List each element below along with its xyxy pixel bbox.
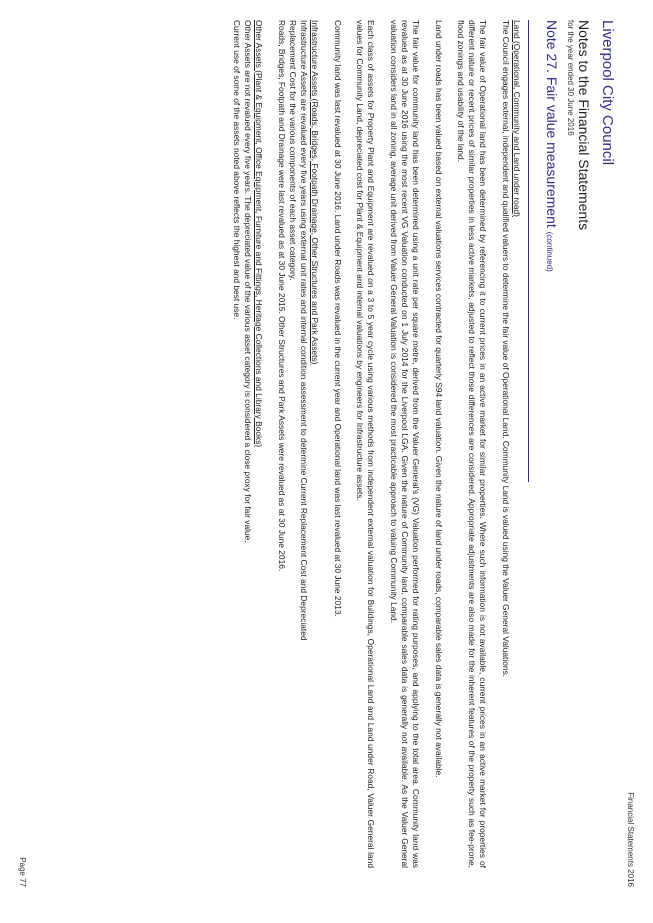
note-body [219,20,522,868]
header-divider [528,20,529,482]
land-heading: Land (Operational, Community and Land under road) [512,20,522,217]
paragraph-other-assets [230,20,264,868]
section-title: Notes to the Financial Statements [576,20,592,231]
organisation-name: Liverpool City Council [599,20,616,166]
paragraph-land-under-roads: Land under roads has been valued based on external valuations services contracted for quarterly S94 land valuation. Given the nature of land under roads, comparable sales data is generally not available. [433,20,444,778]
infrastructure-line-1: Infrastructure Assets are revalued every five years using external unit rates and internal condition assessment to determine Current Replacement Cost and Depreciated [299,20,310,641]
infrastructure-line-3: Roads, Bridges, Footpath and Drainage were last revalued as at 30 June 2015. Other Structures and Park Assets were revalued as at 30 June 2016. [276,20,287,572]
paragraph-community-land: The fair value for community land has been determined using a unit rate per square metre, derived from the Valuer General's (VG) Valuation performed for rating purposes, and applying to the total area. Community land was revalued as at 30 June 2016 using the most recent VG Valuation conducted on 1 July 2014 for the Liverpool LGA. Given the nature of Community land, comparable sales data is generally not available. As the Valuer General valuation considers land in all zoning, average unit derived from Valuer General Valuation is considered the most practicable approach to valuing Community Land. [388,20,422,868]
document-label: Financial Statements 2016 [626,792,635,887]
note-title-text: Note 27. Fair value measurement [544,20,560,228]
infrastructure-line-2: Replacement Cost for the various components of each asset category. [287,20,298,281]
other-assets-heading: Other Assets (Plant & Equipment, Office Equipment, Furniture and Fittings, Heritage Collections and Library Books) [254,20,265,448]
paragraph-land-valuation [499,20,522,868]
paragraph-infrastructure-assets [275,20,320,868]
paragraph-last-revalued: Community land was last revalued at 30 June 2016. Land under Roads was revalued in the current year and Operational land was last revalued at 30 June 2013. [332,20,343,617]
section-subtitle: for the year ended 30 June 2016 [566,20,575,136]
other-assets-line-1: Other Assets are not revalued every five years. The depreciated value of the various asset category is considered a close proxy for fair value. [242,20,253,543]
other-assets-line-2: Current use of some of the assets noted above reflects the highest and best use. [231,20,242,320]
page-number: Page 77 [18,857,27,887]
paragraph-operational-land: The fair value of Operational land has been determined by referencing it to current prices in an active market for similar properties. Where such information is not available, current prices in an active market for properties of different nature or recent prices of similar properties in less active markets, adjusted to reflect those differences are considered. Appropriate adjustments are also made for the inherent features of the property such as fee-prone, flood zonings and usability of the land. [455,20,489,868]
note-title [544,20,560,272]
paragraph-revaluation-cycle: Each class of assets for Property Plant and Equipment are revalued on a 3 to 5 year cycle using various methods from independent external valuation for Buildings, Operational Land and Land under Road, Valuer General land values for Community Land, depreciated cost for Plant & Equipment and internal valuations by engineers for Infrastructure assets. [355,20,377,868]
land-intro-text: The Council engages external, independent and qualified valuers to determine the fair value of Operational Land. Community Land is valued using the Valuer General Valuations. [500,20,511,678]
note-title-suffix: (continued) [545,231,554,272]
infrastructure-heading: Infrastructure Assets (Roads, Bridges, Footpath Drainage, Other Structures and Park Assets) [310,20,321,365]
